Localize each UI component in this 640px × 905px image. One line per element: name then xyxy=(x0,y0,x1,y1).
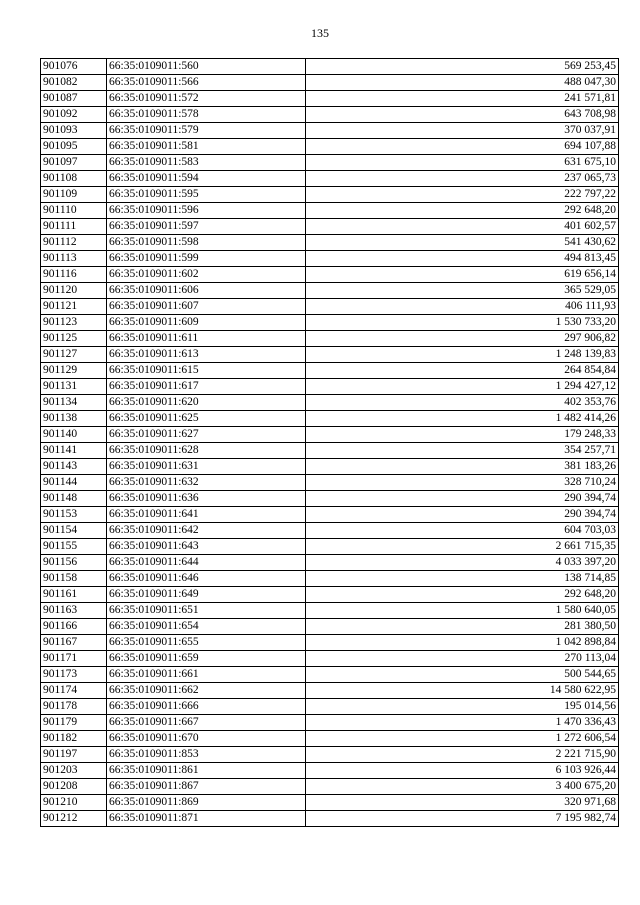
table-body xyxy=(41,59,619,827)
table-row xyxy=(41,715,619,731)
row-number-cell: 901156 xyxy=(41,555,107,571)
cadastral-value-cell: 2 661 715,35 xyxy=(306,539,619,555)
cadastral-value-cell: 3 400 675,20 xyxy=(306,779,619,795)
row-number-cell: 901110 xyxy=(41,203,107,219)
table-row xyxy=(41,155,619,171)
row-number-cell: 901120 xyxy=(41,283,107,299)
cadastral-value-cell: 320 971,68 xyxy=(306,795,619,811)
cadastral-number-cell: 66:35:0109011:607 xyxy=(107,299,306,315)
row-number-cell: 901121 xyxy=(41,299,107,315)
cadastral-value-cell: 694 107,88 xyxy=(306,139,619,155)
cadastral-number-cell: 66:35:0109011:579 xyxy=(107,123,306,139)
cadastral-value-cell: 500 544,65 xyxy=(306,667,619,683)
cadastral-number-cell: 66:35:0109011:597 xyxy=(107,219,306,235)
cadastral-number-cell: 66:35:0109011:613 xyxy=(107,347,306,363)
cadastral-number-cell: 66:35:0109011:628 xyxy=(107,443,306,459)
cadastral-number-cell: 66:35:0109011:666 xyxy=(107,699,306,715)
row-number-cell: 901134 xyxy=(41,395,107,411)
table-row xyxy=(41,411,619,427)
row-number-cell: 901123 xyxy=(41,315,107,331)
row-number-cell: 901093 xyxy=(41,123,107,139)
cadastral-number-cell: 66:35:0109011:599 xyxy=(107,251,306,267)
cadastral-value-cell: 354 257,71 xyxy=(306,443,619,459)
row-number-cell: 901203 xyxy=(41,763,107,779)
table-row xyxy=(41,75,619,91)
cadastral-number-cell: 66:35:0109011:609 xyxy=(107,315,306,331)
row-number-cell: 901113 xyxy=(41,251,107,267)
cadastral-value-cell: 1 530 733,20 xyxy=(306,315,619,331)
row-number-cell: 901208 xyxy=(41,779,107,795)
cadastral-number-cell: 66:35:0109011:644 xyxy=(107,555,306,571)
cadastral-value-cell: 138 714,85 xyxy=(306,571,619,587)
cadastral-value-cell: 381 183,26 xyxy=(306,459,619,475)
row-number-cell: 901148 xyxy=(41,491,107,507)
table-row xyxy=(41,91,619,107)
table-row xyxy=(41,747,619,763)
row-number-cell: 901166 xyxy=(41,619,107,635)
row-number-cell: 901076 xyxy=(41,59,107,75)
cadastral-value-cell: 569 253,45 xyxy=(306,59,619,75)
row-number-cell: 901173 xyxy=(41,667,107,683)
cadastral-value-cell: 281 380,50 xyxy=(306,619,619,635)
row-number-cell: 901161 xyxy=(41,587,107,603)
row-number-cell: 901154 xyxy=(41,523,107,539)
cadastral-value-cell: 401 602,57 xyxy=(306,219,619,235)
cadastral-number-cell: 66:35:0109011:649 xyxy=(107,587,306,603)
cadastral-number-cell: 66:35:0109011:617 xyxy=(107,379,306,395)
cadastral-value-cell: 241 571,81 xyxy=(306,91,619,107)
row-number-cell: 901171 xyxy=(41,651,107,667)
cadastral-number-cell: 66:35:0109011:625 xyxy=(107,411,306,427)
table-row xyxy=(41,571,619,587)
cadastral-value-cell: 2 221 715,90 xyxy=(306,747,619,763)
cadastral-value-cell: 7 195 982,74 xyxy=(306,811,619,827)
row-number-cell: 901138 xyxy=(41,411,107,427)
cadastral-value-cell: 365 529,05 xyxy=(306,283,619,299)
cadastral-number-cell: 66:35:0109011:853 xyxy=(107,747,306,763)
table-row xyxy=(41,203,619,219)
table-row xyxy=(41,731,619,747)
table-row xyxy=(41,347,619,363)
table-row xyxy=(41,651,619,667)
row-number-cell: 901092 xyxy=(41,107,107,123)
cadastral-number-cell: 66:35:0109011:641 xyxy=(107,507,306,523)
cadastral-number-cell: 66:35:0109011:659 xyxy=(107,651,306,667)
table-row xyxy=(41,427,619,443)
cadastral-value-cell: 237 065,73 xyxy=(306,171,619,187)
cadastral-value-cell: 402 353,76 xyxy=(306,395,619,411)
table-row xyxy=(41,539,619,555)
cadastral-value-cell: 6 103 926,44 xyxy=(306,763,619,779)
cadastral-value-cell: 290 394,74 xyxy=(306,507,619,523)
cadastral-number-cell: 66:35:0109011:661 xyxy=(107,667,306,683)
table-row xyxy=(41,235,619,251)
cadastral-value-cell: 14 580 622,95 xyxy=(306,683,619,699)
table-row xyxy=(41,635,619,651)
cadastral-number-cell: 66:35:0109011:595 xyxy=(107,187,306,203)
cadastral-value-cell: 631 675,10 xyxy=(306,155,619,171)
cadastral-number-cell: 66:35:0109011:642 xyxy=(107,523,306,539)
table-row xyxy=(41,523,619,539)
table-row xyxy=(41,171,619,187)
table-row xyxy=(41,299,619,315)
table-row xyxy=(41,363,619,379)
table-row xyxy=(41,699,619,715)
table-row xyxy=(41,667,619,683)
cadastral-number-cell: 66:35:0109011:861 xyxy=(107,763,306,779)
table-row xyxy=(41,59,619,75)
table-row xyxy=(41,507,619,523)
row-number-cell: 901087 xyxy=(41,91,107,107)
cadastral-number-cell: 66:35:0109011:596 xyxy=(107,203,306,219)
row-number-cell: 901141 xyxy=(41,443,107,459)
row-number-cell: 901112 xyxy=(41,235,107,251)
cadastral-number-cell: 66:35:0109011:606 xyxy=(107,283,306,299)
table-row xyxy=(41,395,619,411)
table-row xyxy=(41,491,619,507)
row-number-cell: 901097 xyxy=(41,155,107,171)
row-number-cell: 901163 xyxy=(41,603,107,619)
cadastral-number-cell: 66:35:0109011:594 xyxy=(107,171,306,187)
table-row xyxy=(41,219,619,235)
row-number-cell: 901158 xyxy=(41,571,107,587)
row-number-cell: 901127 xyxy=(41,347,107,363)
cadastral-value-cell: 1 248 139,83 xyxy=(306,347,619,363)
cadastral-number-cell: 66:35:0109011:867 xyxy=(107,779,306,795)
row-number-cell: 901095 xyxy=(41,139,107,155)
table-row xyxy=(41,251,619,267)
cadastral-value-cell: 328 710,24 xyxy=(306,475,619,491)
table-row xyxy=(41,379,619,395)
row-number-cell: 901143 xyxy=(41,459,107,475)
cadastral-number-cell: 66:35:0109011:651 xyxy=(107,603,306,619)
cadastral-value-cell: 195 014,56 xyxy=(306,699,619,715)
cadastral-value-cell: 604 703,03 xyxy=(306,523,619,539)
cadastral-value-cell: 1 482 414,26 xyxy=(306,411,619,427)
cadastral-value-cell: 222 797,22 xyxy=(306,187,619,203)
cadastral-value-cell: 297 906,82 xyxy=(306,331,619,347)
table-row xyxy=(41,267,619,283)
table-row xyxy=(41,187,619,203)
row-number-cell: 901210 xyxy=(41,795,107,811)
row-number-cell: 901212 xyxy=(41,811,107,827)
table-row xyxy=(41,587,619,603)
row-number-cell: 901153 xyxy=(41,507,107,523)
cadastral-value-cell: 4 033 397,20 xyxy=(306,555,619,571)
cadastral-number-cell: 66:35:0109011:611 xyxy=(107,331,306,347)
cadastral-value-cell: 1 580 640,05 xyxy=(306,603,619,619)
cadastral-number-cell: 66:35:0109011:670 xyxy=(107,731,306,747)
cadastral-number-cell: 66:35:0109011:871 xyxy=(107,811,306,827)
cadastral-value-table xyxy=(40,58,619,827)
cadastral-number-cell: 66:35:0109011:602 xyxy=(107,267,306,283)
cadastral-value-cell: 1 272 606,54 xyxy=(306,731,619,747)
table-row xyxy=(41,139,619,155)
cadastral-value-cell: 488 047,30 xyxy=(306,75,619,91)
table-row xyxy=(41,619,619,635)
row-number-cell: 901182 xyxy=(41,731,107,747)
cadastral-value-cell: 1 294 427,12 xyxy=(306,379,619,395)
table-row xyxy=(41,779,619,795)
table-row xyxy=(41,459,619,475)
cadastral-number-cell: 66:35:0109011:572 xyxy=(107,91,306,107)
cadastral-value-cell: 290 394,74 xyxy=(306,491,619,507)
cadastral-value-cell: 1 470 336,43 xyxy=(306,715,619,731)
cadastral-number-cell: 66:35:0109011:583 xyxy=(107,155,306,171)
cadastral-value-cell: 494 813,45 xyxy=(306,251,619,267)
cadastral-value-cell: 292 648,20 xyxy=(306,587,619,603)
cadastral-value-cell: 270 113,04 xyxy=(306,651,619,667)
page-number: 135 xyxy=(311,26,329,40)
cadastral-number-cell: 66:35:0109011:631 xyxy=(107,459,306,475)
cadastral-value-cell: 406 111,93 xyxy=(306,299,619,315)
table-row xyxy=(41,603,619,619)
cadastral-number-cell: 66:35:0109011:632 xyxy=(107,475,306,491)
cadastral-number-cell: 66:35:0109011:667 xyxy=(107,715,306,731)
row-number-cell: 901140 xyxy=(41,427,107,443)
cadastral-number-cell: 66:35:0109011:643 xyxy=(107,539,306,555)
cadastral-number-cell: 66:35:0109011:655 xyxy=(107,635,306,651)
cadastral-number-cell: 66:35:0109011:646 xyxy=(107,571,306,587)
row-number-cell: 901109 xyxy=(41,187,107,203)
cadastral-number-cell: 66:35:0109011:598 xyxy=(107,235,306,251)
table-row xyxy=(41,315,619,331)
table-row xyxy=(41,811,619,827)
row-number-cell: 901116 xyxy=(41,267,107,283)
cadastral-value-cell: 1 042 898,84 xyxy=(306,635,619,651)
cadastral-number-cell: 66:35:0109011:627 xyxy=(107,427,306,443)
table-row xyxy=(41,475,619,491)
cadastral-number-cell: 66:35:0109011:869 xyxy=(107,795,306,811)
table-row xyxy=(41,107,619,123)
cadastral-number-cell: 66:35:0109011:654 xyxy=(107,619,306,635)
table-row xyxy=(41,443,619,459)
row-number-cell: 901144 xyxy=(41,475,107,491)
cadastral-value-cell: 179 248,33 xyxy=(306,427,619,443)
cadastral-number-cell: 66:35:0109011:620 xyxy=(107,395,306,411)
row-number-cell: 901167 xyxy=(41,635,107,651)
cadastral-number-cell: 66:35:0109011:560 xyxy=(107,59,306,75)
row-number-cell: 901125 xyxy=(41,331,107,347)
table-row xyxy=(41,763,619,779)
cadastral-number-cell: 66:35:0109011:662 xyxy=(107,683,306,699)
cadastral-number-cell: 66:35:0109011:578 xyxy=(107,107,306,123)
cadastral-number-cell: 66:35:0109011:581 xyxy=(107,139,306,155)
table-row xyxy=(41,683,619,699)
row-number-cell: 901082 xyxy=(41,75,107,91)
cadastral-value-cell: 541 430,62 xyxy=(306,235,619,251)
row-number-cell: 901129 xyxy=(41,363,107,379)
cadastral-number-cell: 66:35:0109011:615 xyxy=(107,363,306,379)
cadastral-value-cell: 370 037,91 xyxy=(306,123,619,139)
cadastral-value-cell: 292 648,20 xyxy=(306,203,619,219)
row-number-cell: 901155 xyxy=(41,539,107,555)
row-number-cell: 901178 xyxy=(41,699,107,715)
row-number-cell: 901179 xyxy=(41,715,107,731)
cadastral-number-cell: 66:35:0109011:636 xyxy=(107,491,306,507)
row-number-cell: 901111 xyxy=(41,219,107,235)
cadastral-value-cell: 643 708,98 xyxy=(306,107,619,123)
row-number-cell: 901108 xyxy=(41,171,107,187)
table-row xyxy=(41,795,619,811)
table-row xyxy=(41,331,619,347)
table-row xyxy=(41,123,619,139)
row-number-cell: 901197 xyxy=(41,747,107,763)
table-row xyxy=(41,555,619,571)
row-number-cell: 901131 xyxy=(41,379,107,395)
cadastral-number-cell: 66:35:0109011:566 xyxy=(107,75,306,91)
table-row xyxy=(41,283,619,299)
cadastral-value-cell: 619 656,14 xyxy=(306,267,619,283)
cadastral-value-cell: 264 854,84 xyxy=(306,363,619,379)
row-number-cell: 901174 xyxy=(41,683,107,699)
